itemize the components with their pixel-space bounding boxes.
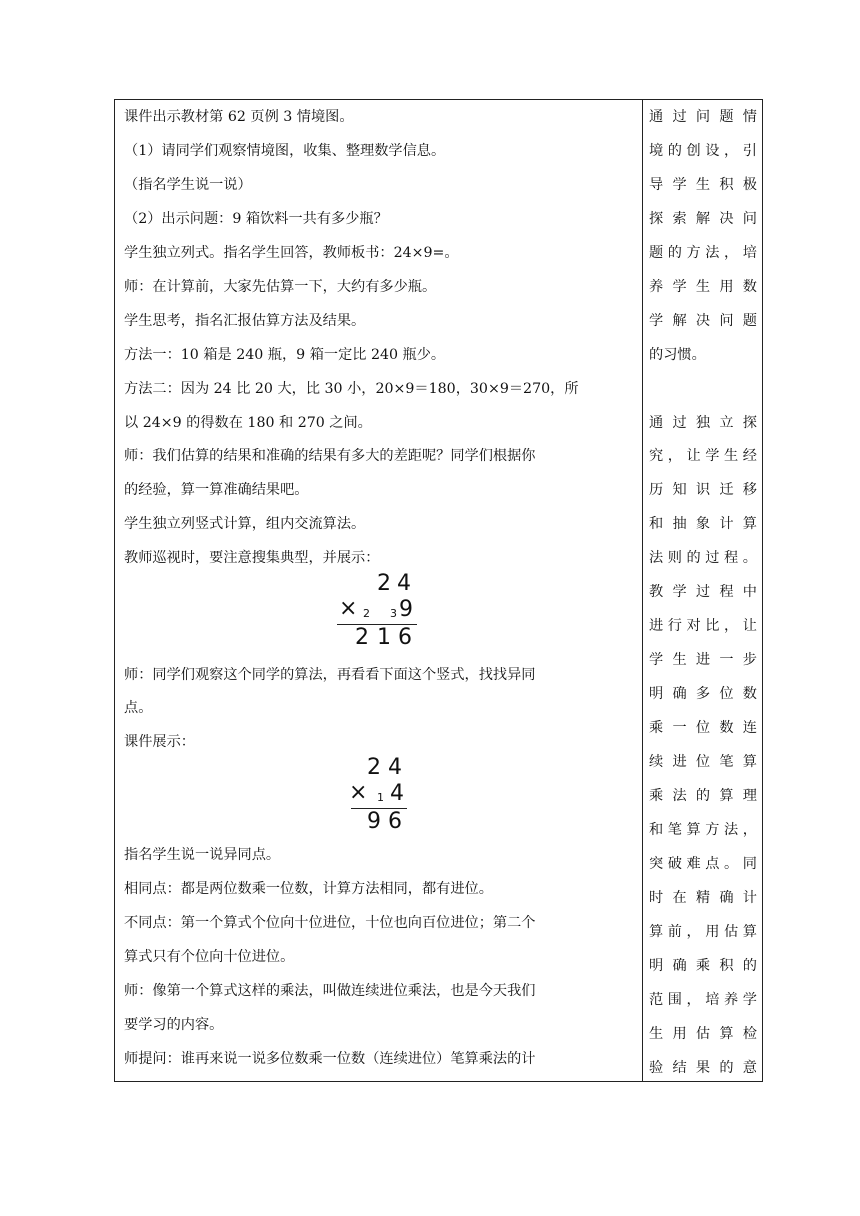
side-text-line: 题的方法，培	[649, 245, 757, 261]
side-text-line: 生用估算检	[649, 1026, 757, 1042]
text-line: 师：我们估算的结果和准确的结果有多大的差距呢？同学们根据你	[124, 448, 536, 464]
side-text-line: 导学生积极	[649, 177, 757, 193]
vertical-calculation-2	[347, 756, 427, 836]
text-line: 教师巡视时，要注意搜集典型，并展示：	[124, 550, 380, 566]
text-line: 师：在计算前，大家先估算一下，大约有多少瓶。	[124, 279, 437, 295]
calc2-result-digit: 9	[367, 809, 381, 834]
side-text-line: 验结果的意	[649, 1060, 757, 1076]
side-text-line: 明确乘积的	[649, 958, 757, 974]
lesson-table	[114, 99, 763, 1082]
side-text-line: 明确多位数	[649, 686, 757, 702]
calc1-result-digit: 6	[398, 625, 412, 650]
text-line: 学生独立列竖式计算，组内交流算法。	[124, 516, 366, 532]
calc2-result-digit: 6	[388, 809, 402, 834]
calc1-multiplier: 9	[399, 597, 413, 622]
calc1-result-digit: 2	[355, 625, 369, 650]
text-line: 点。	[124, 700, 153, 716]
text-line: 学生思考，指名汇报估算方法及结果。	[124, 313, 366, 329]
side-text-line: 算前，用估算	[649, 924, 757, 940]
calc2-multiplier: 4	[390, 781, 404, 806]
text-line: 要学习的内容。	[124, 1017, 224, 1033]
text-line: 指名学生说一说异同点。	[124, 847, 281, 863]
side-text-line: 乘法的算理	[649, 788, 757, 804]
times-sign: ×	[349, 780, 368, 805]
side-text-line: 养学生用数	[649, 279, 757, 295]
side-text-line: 法则的过程。	[649, 550, 757, 566]
text-line: 师：同学们观察这个同学的算法，再看看下面这个竖式，找找异同	[124, 667, 536, 683]
calc2-top-digit: 2	[367, 755, 381, 780]
carry-digit: 2	[363, 607, 370, 620]
side-text-line: 乘一位数连	[649, 720, 757, 736]
text-line: 的经验，算一算准确结果吧。	[124, 482, 309, 498]
side-text-line: 续进位笔算	[649, 754, 757, 770]
calc1-top-digit: 2	[377, 571, 391, 596]
calc1-top-digit: 4	[397, 571, 411, 596]
calc1-result-digit: 1	[377, 625, 391, 650]
text-line: 课件展示：	[124, 734, 195, 750]
carry-digit: 1	[377, 791, 384, 804]
side-text-line: 教学过程中	[649, 584, 757, 600]
side-text-line: 和抽象计算	[649, 516, 757, 532]
side-text-line: 境的创设，引	[649, 143, 757, 159]
times-sign: ×	[339, 596, 358, 621]
text-line: 以 24×9 的得数在 180 和 270 之间。	[124, 415, 372, 431]
side-text-line: 突破难点。同	[649, 856, 757, 872]
side-text-line: 学解决问题	[649, 313, 757, 329]
text-line: 师提问：谁再来说一说多位数乘一位数（连续进位）笔算乘法的计	[124, 1051, 536, 1067]
teaching-process-column	[115, 100, 642, 1081]
text-line: （1）请同学们观察情境图，收集、整理数学信息。	[124, 143, 446, 159]
side-text-line: 的习惯。	[649, 347, 706, 363]
side-text-line: 探索解决问	[649, 211, 757, 227]
side-text-line: 范围，培养学	[649, 992, 757, 1008]
side-text-line: 历知识迁移	[649, 482, 757, 498]
side-text-line: 时在精确计	[649, 890, 757, 906]
side-text-line: 学生进一步	[649, 652, 757, 668]
calc2-top-digit: 4	[388, 755, 402, 780]
vertical-calculation-1	[335, 572, 425, 652]
text-line: 学生独立列式。指名学生回答，教师板书：24×9=。	[124, 245, 459, 261]
side-text-line: 通过独立探	[649, 415, 757, 431]
side-text-line: 通过问题情	[649, 109, 757, 125]
carry-digit: 3	[390, 607, 397, 620]
text-line: 算式只有个位向十位进位。	[124, 949, 295, 965]
text-line: 课件出示教材第 62 页例 3 情境图。	[124, 109, 354, 125]
text-line: 方法二：因为 24 比 20 大，比 30 小，20×9＝180，30×9＝270，所	[124, 381, 579, 397]
design-intent-column	[643, 100, 763, 1081]
text-line: （指名学生说一说）	[124, 177, 252, 193]
text-line: 相同点：都是两位数乘一位数，计算方法相同，都有进位。	[124, 881, 493, 897]
side-text-line: 和笔算方法，	[649, 822, 757, 838]
side-text-line: 究，让学生经	[649, 448, 757, 464]
text-line: 师：像第一个算式这样的乘法，叫做连续进位乘法，也是今天我们	[124, 983, 536, 999]
text-line: 方法一：10 箱是 240 瓶，9 箱一定比 240 瓶少。	[124, 347, 446, 363]
text-line: 不同点：第一个算式个位向十位进位，十位也向百位进位；第二个	[124, 915, 536, 931]
side-text-line: 进行对比，让	[649, 618, 757, 634]
text-line: （2）出示问题：9 箱饮料一共有多少瓶？	[124, 211, 388, 227]
